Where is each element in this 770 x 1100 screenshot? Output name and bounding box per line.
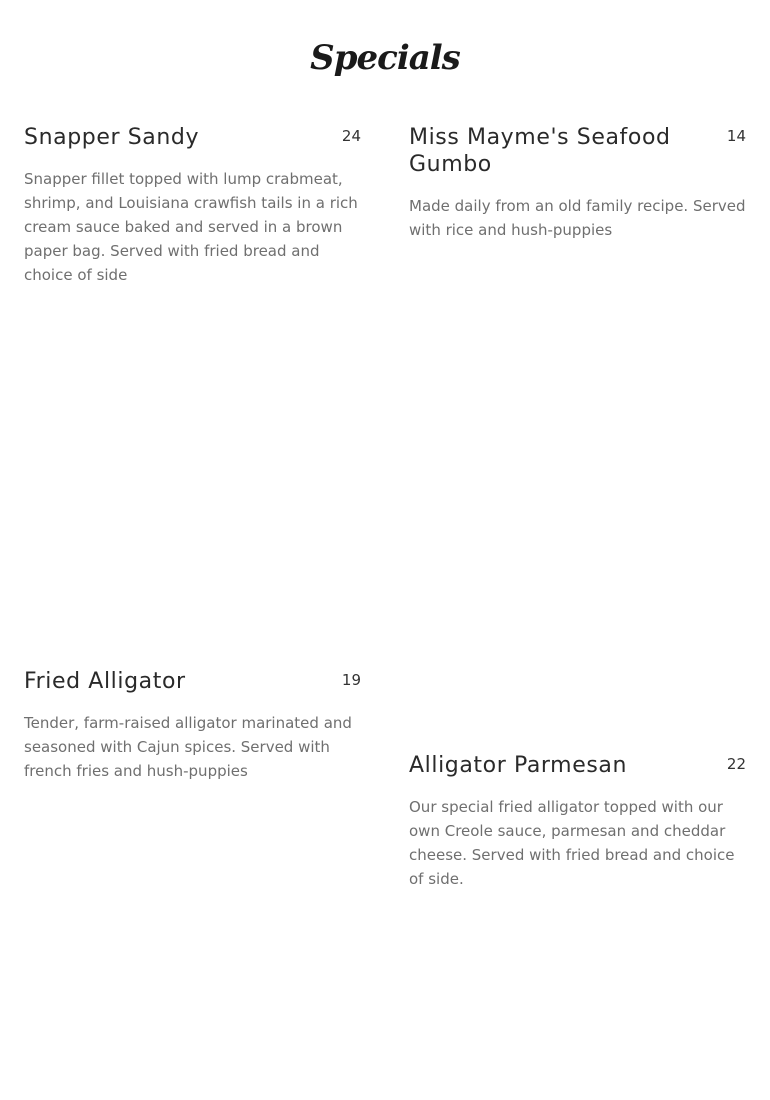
menu-item-name: Alligator Parmesan	[409, 753, 628, 778]
menu-item-header	[409, 124, 746, 178]
menu-item-name: Fried Alligator	[24, 669, 186, 694]
menu-item-alligator-parmesan	[409, 752, 746, 891]
menu-item-fried-alligator	[24, 668, 361, 783]
menu-item-price: 22	[726, 755, 746, 773]
page-title: Specials	[310, 37, 460, 78]
menu-item-description: Our special fried alligator topped with our own Creole sauce, parmesan and cheddar cheese. Served with fried bread and choice of side.	[409, 798, 735, 888]
menu-item-header	[409, 752, 746, 779]
menu-item-seafood-gumbo	[409, 124, 746, 242]
menu-item-price: 19	[341, 671, 361, 689]
menu-item-price: 14	[726, 127, 746, 145]
menu-item-description: Snapper fillet topped with lump crabmeat, shrimp, and Louisiana crawfish tails in a rich cream sauce baked and served in a brown paper bag. Served with fried bread and choice of side	[24, 170, 358, 284]
menu-item-header	[24, 668, 361, 695]
menu-item-name: Snapper Sandy	[24, 125, 200, 150]
menu-item-price: 24	[341, 127, 361, 145]
menu-item-name: Miss Mayme's Seafood Gumbo	[409, 125, 671, 177]
menu-item-description: Tender, farm-raised alligator marinated and seasoned with Cajun spices. Served with french fries and hush-puppies	[24, 714, 352, 780]
menu-item-header	[24, 124, 361, 151]
menu-item-description: Made daily from an old family recipe. Served with rice and hush-puppies	[409, 197, 746, 239]
menu-item-snapper-sandy	[24, 124, 361, 287]
